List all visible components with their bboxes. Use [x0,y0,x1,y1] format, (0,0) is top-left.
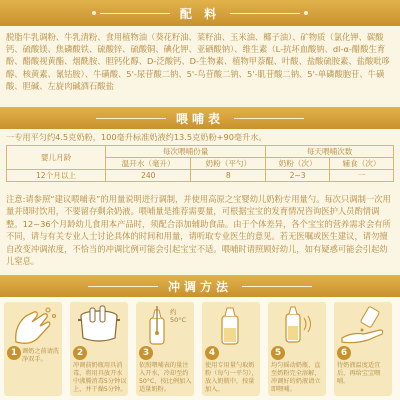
feeding-header [0,107,400,129]
milk-times-cell: 2~3 [266,170,330,182]
temperature-prefix: 约 [170,308,177,316]
feeding-note: 一专用平匀约4.5克奶粉，100毫升标准奶液约13.5克奶粉+90毫升水。 [6,132,267,142]
test-temperature-icon [334,302,392,346]
step-number: 2 [73,346,87,360]
step-number: 1 [7,346,21,360]
step-1 [4,302,62,396]
step-number: 4 [205,346,219,360]
hand-wash-icon [4,302,62,346]
thermometer-bottle-icon [136,302,194,346]
step-number: 5 [271,346,285,360]
decorative-line [100,13,170,14]
other-times-cell: 一 [330,170,394,182]
water-cell: 240 [106,170,191,182]
ingredients-title: 配 料 [179,6,221,21]
step-text: 均匀摇动奶瓶，直至奶粉完全溶解，冲调好的奶液请立即喂哺。 [271,362,321,393]
decorative-line [230,13,300,14]
step-text: 冲调前奶瓶用具消毒，将用具放开水中沸腾消毒5分钟以上，并干燥5分钟。 [73,362,127,393]
ingredients-text: 脱脂牛乳调粉、牛乳清粉、食用植物油（葵花籽油、菜籽油、玉米油、椰子油）、矿物质（氯化钾、碳酸钙、硫酸镁、焦磷酸铁、硫酸锌、硫酸铜、碘化钾、亚硒酸钠）、维生素（L-抗坏血酸钠、dl-α-醋酸生育酚、醋酸视黄酯、烟酰胺、胆钙化醇、D-泛酸钙、D-生物素、植物甲萘醌、叶酸、盐酸硫胺素、盐酸吡哆醇、核黄素、氰钴胺）、牛磺酸、5'-尿苷酸二钠、5'-鸟苷酸二钠、5'-肌苷酸二钠、5'-单磷酸胞苷、牛磺酸、胆碱、左旋肉碱酒石酸盐 [6,32,390,91]
step-5 [268,302,326,396]
scoops-cell: 8 [191,170,266,182]
milk-times-header: 奶粉（次） [266,158,330,170]
decorative-dot [304,11,308,15]
table-header-row [7,146,394,158]
scoop-bottle-icon [202,302,260,346]
other-times-header: 辅食（次） [330,158,394,170]
water-header: 温开水（毫升） [106,158,191,170]
step-text: 待奶液温度适宜后，再给宝宝喂哺。 [337,362,381,385]
decorative-line [88,286,158,287]
scoops-header: 奶粉（平勺） [191,158,266,170]
temperature-value: 50°C [170,316,187,324]
feeding-title: 喂哺表 [175,111,224,126]
feeding-table [6,145,394,182]
boiling-pot-icon [70,302,128,346]
step-4 [202,302,260,396]
feeding-notes: 注意:请参照“建议喂哺表”的用量说明进行调制，并使用高原之宝婴幼儿奶粉专用量勺。每次只调制一次用量并即时饮用，不要留存剩余奶液。喂哺量是推荐需要量，可根据宝宝的发育情况咨询医护人员酌情调整。12~36个月龄幼儿食用本产品时，须配合添加辅助食品。由于个体差异，各个宝宝的营养需求会有所不同，请与有关专业人士讨论具体的时间和用量，请听取专业医生的意见。若无医嘱或医生建议，请勿擅自改变冲调浓度，不恰当的冲调比例可能会引起宝宝不适。喂哺时请照顾好幼儿，如有疑惑可能会引起幼儿窒息。 [6,194,391,267]
table-row [7,170,394,182]
per-day-header: 每天喂哺次数 [266,146,394,158]
step-number: 3 [139,346,153,360]
age-cell: 12个月以上 [7,170,106,182]
per-feed-header: 每次喂哺份量 [106,146,266,158]
step-text: 使用专用量勺取奶粉（每勺一平匀），放入奶瓶中，按量加入。 [205,362,258,393]
preparation-header [0,275,400,297]
age-header: 婴儿月龄 [7,146,106,170]
step-6 [334,302,392,396]
step-text: 调奶之前请洗净双手。 [22,348,60,363]
decorative-dot [92,11,96,15]
shake-bottle-icon [268,302,326,346]
step-text: 依照喂哺表的量注入开水，冷却至约50°C，按比例加入适量奶粉。 [139,362,192,393]
ingredients-header [0,0,400,26]
step-2 [70,302,128,396]
decorative-line [234,118,304,119]
step-number: 6 [337,346,351,360]
preparation-title: 冲调方法 [167,279,232,294]
decorative-line [242,286,312,287]
decorative-line [96,118,166,119]
step-3 [136,302,194,396]
